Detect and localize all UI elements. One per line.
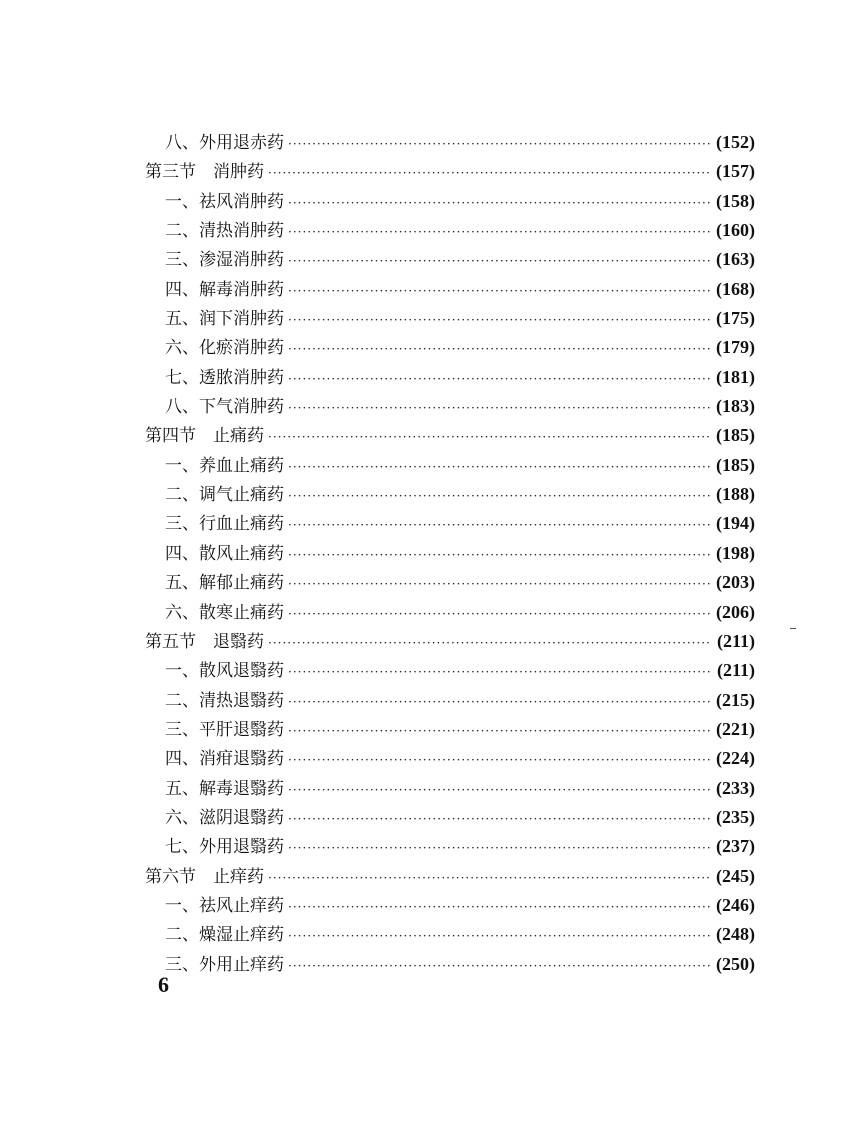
toc-entry-label: 五、解毒退翳药 (165, 778, 284, 799)
toc-entry-label: 四、解毒消肿药 (165, 279, 284, 300)
toc-section-row (145, 627, 755, 656)
toc-entry-label: 第四节 止痛药 (145, 426, 264, 447)
toc-item-row (145, 245, 755, 274)
dot-leader (268, 423, 710, 452)
toc-page-number: (250) (716, 953, 755, 974)
toc-item-row (145, 128, 755, 157)
toc-page-number: (237) (716, 836, 755, 857)
toc-page-number: (157) (716, 161, 755, 182)
toc-entry-label: 二、清热退翳药 (165, 690, 284, 711)
toc-entry-label: 四、散风止痛药 (165, 543, 284, 564)
toc-item-row (145, 480, 755, 509)
toc-item-row (145, 187, 755, 216)
toc-page-number: (188) (716, 484, 755, 505)
dot-leader (288, 247, 710, 276)
page-number: 6 (158, 972, 169, 997)
toc-entry-label: 第五节 退翳药 (145, 631, 264, 652)
toc-entry-label: 一、散风退翳药 (165, 661, 284, 682)
toc-entry-label: 第六节 止痒药 (145, 866, 264, 887)
toc-section-row (145, 421, 755, 450)
toc-item-row (145, 451, 755, 480)
toc-page-number: (160) (716, 220, 755, 241)
dot-leader (288, 482, 710, 511)
toc-item-row (145, 656, 755, 685)
toc-page-number: (206) (716, 601, 755, 622)
toc-item-row (145, 715, 755, 744)
dot-leader (268, 159, 710, 188)
toc-page-number: (194) (716, 513, 755, 534)
toc-entry-label: 三、行血止痛药 (165, 514, 284, 535)
dot-leader (288, 776, 710, 805)
toc-page-number: (248) (716, 924, 755, 945)
toc-entry-label: 一、祛风消肿药 (165, 191, 284, 212)
toc-entry-label: 八、外用退赤药 (165, 133, 284, 153)
toc-item-row (145, 950, 755, 979)
toc-page-number: (233) (716, 777, 755, 798)
dot-leader (288, 130, 710, 159)
toc-entry-label: 第三节 消肿药 (145, 162, 264, 183)
dot-leader (288, 717, 710, 746)
toc-entry-label: 五、解郁止痛药 (165, 573, 284, 594)
toc-entry-label: 二、燥湿止痒药 (165, 925, 284, 946)
toc-page-number: (211) (717, 660, 755, 681)
toc-entry-label: 二、清热消肿药 (165, 221, 284, 242)
dot-leader (288, 218, 710, 247)
dot-leader (288, 893, 710, 922)
toc-section-row (145, 157, 755, 186)
toc-section-row (145, 862, 755, 891)
dot-leader (288, 335, 710, 364)
toc-entry-label: 五、润下消肿药 (165, 309, 284, 330)
dot-leader (288, 511, 710, 540)
toc-page-number: (179) (716, 337, 755, 358)
dot-leader (288, 600, 710, 629)
toc-page-number: (245) (716, 865, 755, 886)
toc-page-number: (246) (716, 894, 755, 915)
dot-leader (288, 922, 710, 951)
toc-page-number: (211) (717, 630, 755, 651)
toc-item-row (145, 216, 755, 245)
toc-item-row (145, 832, 755, 861)
toc-entry-label: 一、祛风止痒药 (165, 895, 284, 916)
dot-leader (288, 189, 710, 218)
dot-leader (268, 629, 711, 658)
toc-page-number: (183) (716, 396, 755, 417)
toc-entry-label: 八、下气消肿药 (165, 397, 284, 418)
toc-item-row (145, 598, 755, 627)
toc-item-row (145, 891, 755, 920)
dot-leader (288, 688, 710, 717)
dot-leader (288, 658, 711, 687)
toc-entry-label: 三、平肝退翳药 (165, 719, 284, 740)
toc-page-number: (185) (716, 454, 755, 475)
toc-page-number: (235) (716, 806, 755, 827)
toc-page-number: (158) (716, 190, 755, 211)
toc-entry-label: 六、散寒止痛药 (165, 602, 284, 623)
toc-page-number: (163) (716, 249, 755, 270)
toc-item-row (145, 509, 755, 538)
toc-page-number: (185) (716, 425, 755, 446)
toc-entry-label: 六、化瘀消肿药 (165, 338, 284, 359)
toc-page-number: (215) (716, 689, 755, 710)
dot-leader (288, 306, 710, 335)
dot-leader (268, 864, 710, 893)
dot-leader (288, 570, 710, 599)
toc-page-number: (175) (716, 308, 755, 329)
toc-entry-label: 三、渗湿消肿药 (165, 250, 284, 271)
toc-entry-label: 四、消疳退翳药 (165, 749, 284, 770)
toc-entry-label: 七、外用退翳药 (165, 837, 284, 858)
toc-entry-label: 六、滋阴退翳药 (165, 807, 284, 828)
toc-page-number: (152) (716, 132, 755, 152)
toc-page-number: (224) (716, 748, 755, 769)
toc-entry-label: 七、透脓消肿药 (165, 367, 284, 388)
toc-page-number: (203) (716, 572, 755, 593)
dot-leader (288, 277, 710, 306)
toc-item-row (145, 774, 755, 803)
toc-item-row (145, 920, 755, 949)
table-of-contents (145, 128, 755, 979)
dot-leader (288, 394, 710, 423)
toc-item-row (145, 275, 755, 304)
toc-page-number: (181) (716, 366, 755, 387)
toc-item-row (145, 803, 755, 832)
dot-leader (288, 541, 710, 570)
toc-item-row (145, 304, 755, 333)
toc-entry-label: 二、调气止痛药 (165, 485, 284, 506)
dot-leader (288, 805, 710, 834)
dot-leader (288, 746, 710, 775)
toc-item-row (145, 333, 755, 362)
toc-item-row (145, 392, 755, 421)
scan-mark (790, 628, 796, 629)
dot-leader (288, 952, 710, 981)
dot-leader (288, 834, 710, 863)
toc-page-number: (198) (716, 542, 755, 563)
toc-entry-label: 三、外用止痒药 (165, 954, 284, 975)
toc-item-row (145, 539, 755, 568)
toc-item-row (145, 363, 755, 392)
dot-leader (288, 365, 710, 394)
toc-page-number: (168) (716, 278, 755, 299)
toc-item-row (145, 686, 755, 715)
toc-item-row (145, 568, 755, 597)
dot-leader (288, 453, 710, 482)
toc-entry-label: 一、养血止痛药 (165, 455, 284, 476)
toc-item-row (145, 744, 755, 773)
toc-page-number: (221) (716, 718, 755, 739)
